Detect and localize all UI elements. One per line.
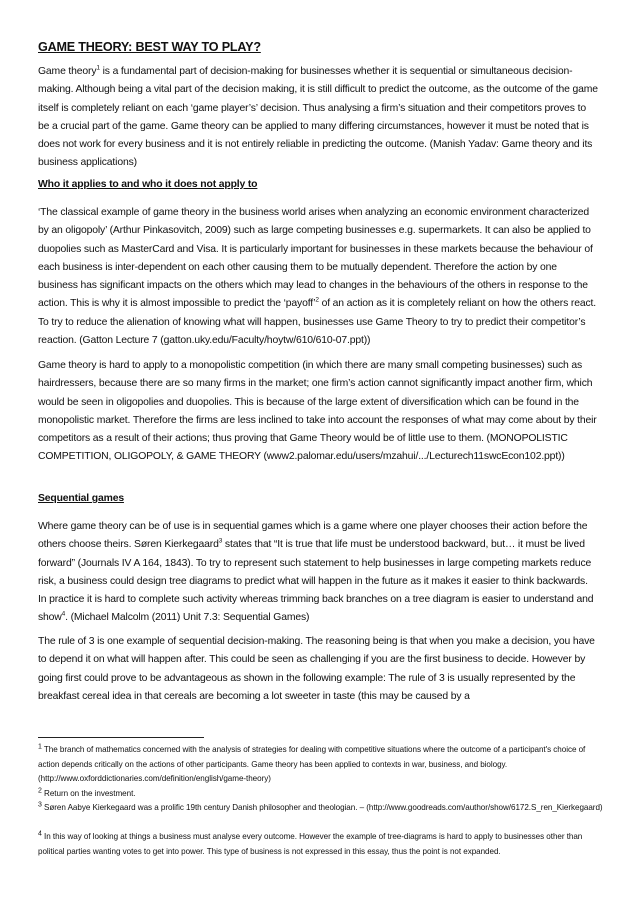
heading-sequential-games: Sequential games [38,493,124,504]
classical-text-start: ‘The classical example of game theory in the business world arises when analyzing an economic environment characterized by an oligopoly’ (Arthur Pinkasovitch, 2009) such as large competing businesses e.g. supermarkets. It can also be applied to duopolies such as MasterCard and Visa. It is particularly important for businesses in these markets because the behaviour of each business is inter-dependent on each other causing them to be mutually dependent. Therefore the action by one business has significant impacts on the others which may lead to changes in the behaviours of the others in response to the action. This is why it is almost impossible to predict the ‘payoff’ [38,207,593,310]
footnote-3 [38,801,604,816]
footnote-ref-2[interactable]: 2 [315,297,319,305]
classical-example-paragraph [38,204,598,350]
rule-of-3-paragraph: The rule of 3 is one example of sequential decision-making. The reasoning being is that when you make a decision, you have to depend it on what will happen after. This could be seen as challenging if you are the first business to decide. However by going first could prove to be advantageous as shown in the following example: The rule of 3 is usually represented by the breakfast cereal idea in that cereals are becoming a lot sweeter in taste (this may be caused by a [38,636,595,702]
intro-text-start: Game theory [38,66,97,77]
footnote-2-text: Return on the investment. [41,789,136,798]
sequential-text-middle: states that “It is true that life must be understood backward, but… it must be lived forward” (Journals IV A 164, 1843). To try to represent such statement to help businesses in large competing markets reduce risk, a business could design tree diagrams to predict what will happen in the future as it makes it easier to think backwards. In practice it is hard to complete such activity whereas trimming back branches on a tree diagram is easier to understand and show [38,539,594,624]
footnote-divider [38,737,204,738]
footnote-4-number: 4 [38,830,42,838]
footnote-4-text: In this way of looking at things a business must analyse every outcome. However the example of tree-diagrams is hard to apply to businesses other than political parties wanting votes to get into power. This type of business is not expressed in this essay, thus the point is not expanded. [38,832,583,856]
heading-who-applies: Who it applies to and who it does not apply to [38,179,258,190]
document-title: GAME THEORY: BEST WAY TO PLAY? [38,40,261,54]
footnote-2 [38,787,604,802]
footnote-2-number: 2 [38,787,42,795]
footnote-3-text: Søren Aabye Kierkegaard was a prolific 19th century Danish philosopher and theologian. – (http://www.goodreads.com/author/show/6172.S_ren_Kierkegaard) [41,803,603,812]
footnote-1 [38,743,604,787]
intro-text-rest: is a fundamental part of decision-making for businesses whether it is sequential or simultaneous decision-making. Although being a vital part of the decision making, it is still difficult to predict the outcome, as the outcome of the game itself is completely reliant on each ‘game player’s’ decision. Thus analysing a firm’s situation and their competitors proves to be a crucial part of the game. Game theory can be applied to many differing circumstances, however it must be noted that is does not work for every business and it is not entirely reliable in predicting the outcome. (Manish Yadav: Game theory and its business applications) [38,66,598,169]
footnote-1-number: 1 [38,743,42,751]
footnote-ref-3[interactable]: 3 [218,537,223,545]
footnote-3-number: 3 [38,801,42,809]
intro-paragraph [38,63,598,173]
classical-text-rest: of an action as it is completely reliant on how the others react. To try to reduce the alienation of knowing what will happen, businesses use Game Theory to try to predict their competitor’s reaction. (Gatton Lecture 7 (gatton.uky.edu/Faculty/hoytw/610/610-07.ppt)) [38,298,596,347]
monopolistic-paragraph: Game theory is hard to apply to a monopolistic competition (in which there are many small competing businesses) such as hairdressers, because there are so many firms in the market; one firm’s action cannot significantly impact another firm, which would be seen in oligopolies and duopolies. This is because of the large extent of diversification which can be found in the monopolistic market. Therefore the firms are less inclined to take into account the responses of what may come about by their competitors as a result of their actions; thus proving that Game Theory would be of little use to them. (MONOPOLISTIC COMPETITION, OLIGOPOLY, & GAME THEORY (www2.palomar.edu/users/mzahui/.../Lecturech11swcEcon102.ppt)) [38,360,597,463]
footnote-1-text: The branch of mathematics concerned with the analysis of strategies for dealing with competitive situations where the outcome of a participant's choice of action depends critically on the actions of other participants. Game theory has been applied to contexts in war, business, and biology. (http://www.oxforddictionaries.com/definition/english/game-theory) [38,745,586,784]
footnote-ref-4[interactable]: 4 [61,611,66,619]
sequential-text-end: . (Michael Malcolm (2011) Unit 7.3: Sequential Games) [65,612,310,624]
sequential-paragraph [38,518,598,628]
footnote-ref-1[interactable]: 1 [96,64,100,72]
sequential-text-start: Where game theory can be of use is in sequential games which is a game where one player chooses their action before the others choose theirs. Søren Kierkegaard [38,521,588,551]
footnote-4 [38,830,604,859]
